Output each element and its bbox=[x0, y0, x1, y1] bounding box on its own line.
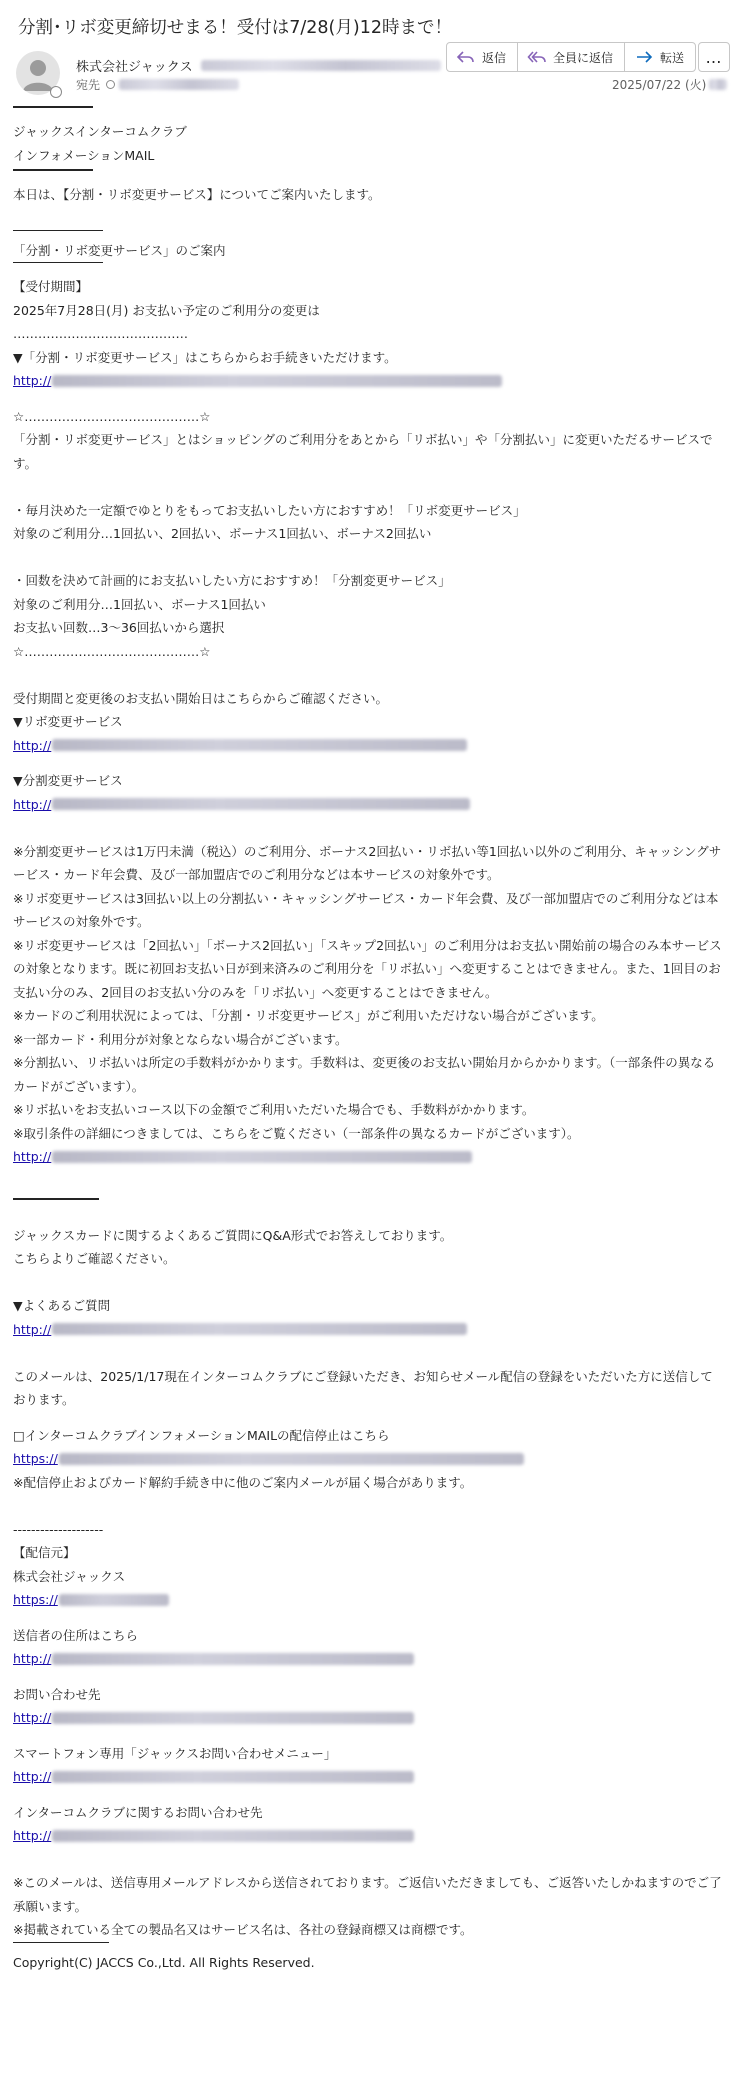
note-1: ※分割変更サービスは1万円未満（税込）のご利用分、ボーナス2回払い・リボ払い等1回払い以外のご利用分、キャッシングサービス・カード年会費、及び一部加盟店でのご利用分などは本サービスの対象外です。 bbox=[13, 843, 722, 882]
presence-status-icon bbox=[50, 86, 62, 98]
dotted-separator: …………………………………… bbox=[13, 326, 188, 341]
sender-company: 株式会社ジャックス bbox=[13, 1568, 126, 1584]
reply-all-label: 全員に返信 bbox=[553, 50, 614, 65]
footer-note-1: ※このメールは、送信専用メールアドレスから送信されております。ご返信いただきましても、ご返答いたしかねますのでご了承願います。 bbox=[13, 1875, 722, 1914]
unsubscribe-note: ※配信停止およびカード解約手続き中に他のご案内メールが届く場合があります。 bbox=[13, 1474, 473, 1490]
more-actions-button[interactable] bbox=[698, 42, 730, 72]
contact-link[interactable] bbox=[13, 1706, 414, 1730]
faq-link[interactable] bbox=[13, 1318, 467, 1342]
note-4: ※カードのご利用状況によっては、「分割・リボ変更サービス」がご利用いただけない場合がございます。 bbox=[13, 1008, 604, 1023]
email-body bbox=[13, 98, 725, 1974]
procedure-link[interactable] bbox=[13, 369, 502, 393]
smartphone-link[interactable] bbox=[13, 1765, 414, 1789]
sender-name[interactable]: 株式会社ジャックス bbox=[76, 60, 193, 75]
link-text: http:// bbox=[13, 1149, 52, 1164]
link-redacted bbox=[52, 798, 470, 810]
note-8: ※取引条件の詳細につきましては、こちらをご覧ください（一部条件の異なるカードがございます）。 bbox=[13, 1125, 580, 1141]
bunkatsu-count: お支払い回数…3～36回払いから選択 bbox=[13, 620, 225, 635]
intercom-contact-label: インターコムクラブに関するお問い合わせ先 bbox=[13, 1804, 263, 1820]
smartphone-label: スマートフォン専用「ジャックスお問い合わせメニュー」 bbox=[13, 1745, 337, 1761]
sender-address-redacted bbox=[201, 60, 441, 71]
mail-name: インフォメーションMAIL bbox=[13, 147, 155, 163]
link-redacted bbox=[52, 1712, 414, 1724]
recipient-line bbox=[76, 76, 239, 93]
procedure-text: ▼「分割・リボ変更サービス」はこちらからお手続きいただけます。 bbox=[13, 349, 397, 365]
email-subject: 分割･リボ変更締切せまる！受付は7/28(月)12時まで！ bbox=[18, 18, 452, 38]
ribo-heading: ▼リボ変更サービス bbox=[13, 714, 123, 729]
link-redacted bbox=[52, 375, 502, 387]
link-redacted bbox=[52, 1151, 472, 1163]
bunkatsu-target: 対象のご利用分…1回払い、ボーナス1回払い bbox=[13, 596, 266, 612]
ribo-intro: ・毎月決めた一定額でゆとりをもってお支払いしたい方におすすめ！「リボ変更サービス」 bbox=[13, 502, 526, 518]
reply-button[interactable] bbox=[447, 43, 518, 71]
bunkatsu-heading: ▼分割変更サービス bbox=[13, 773, 123, 788]
bunkatsu-link[interactable] bbox=[13, 793, 470, 817]
unsubscribe-text: □インターコムクラブインフォメーションMAILの配信停止はこちら bbox=[13, 1427, 390, 1443]
link-text: http:// bbox=[13, 373, 52, 388]
link-text: http:// bbox=[13, 1321, 52, 1337]
footer-note-2: ※掲載されている全ての製品名又はサービス名は、各社の登録商標又は商標です。 bbox=[13, 1922, 473, 1937]
more-icon: … bbox=[705, 47, 723, 67]
faq-intro: ジャックスカードに関するよくあるご質問にQ&A形式でお答えしております。 bbox=[13, 1227, 453, 1243]
sender-label: 【配信元】 bbox=[13, 1545, 76, 1560]
note-7: ※リボ払いをお支払いコース以下の金額でご利用いただいた場合でも、手数料がかかります。 bbox=[13, 1102, 535, 1117]
faq-intro-2: こちらよりご確認ください。 bbox=[13, 1251, 176, 1266]
link-redacted bbox=[52, 1653, 414, 1665]
link-text: http:// bbox=[13, 737, 52, 753]
divider bbox=[13, 1942, 109, 1943]
note-5: ※一部カード・利用分が対象とならない場合がございます。 bbox=[13, 1031, 348, 1047]
link-text: http:// bbox=[13, 1651, 52, 1666]
unsubscribe-link[interactable] bbox=[13, 1447, 524, 1471]
service-description: 「分割・リボ変更サービス」とはショッピングのご利用分をあとから「リボ払い」や「分割払い」に変更いただるサービスです。 bbox=[13, 432, 713, 471]
registration-note: このメールは、2025/1/17現在インターコムクラブにご登録いただき、お知らせメール配信の登録をいただいた方に送信しております。 bbox=[13, 1368, 713, 1407]
period-label: 【受付期間】 bbox=[13, 279, 89, 294]
link-text: http:// bbox=[13, 1710, 52, 1725]
reply-icon bbox=[456, 49, 476, 65]
message-actions bbox=[446, 42, 696, 72]
link-text: http:// bbox=[13, 796, 52, 812]
star-separator: ☆……………………………………☆ bbox=[13, 643, 211, 659]
link-text: http:// bbox=[13, 1828, 52, 1843]
bunkatsu-intro: ・回数を決めて計画的にお支払いしたい方におすすめ！「分割変更サービス」 bbox=[13, 573, 451, 588]
sender-line bbox=[76, 56, 441, 75]
section-title: 「分割・リボ変更サービス」のご案内 bbox=[13, 242, 226, 258]
dashed-separator: -------------------- bbox=[13, 1521, 104, 1537]
confirm-text: 受付期間と変更後のお支払い開始日はこちらからご確認ください。 bbox=[13, 690, 389, 706]
reply-all-icon bbox=[527, 49, 547, 65]
link-redacted bbox=[52, 1830, 414, 1842]
link-redacted bbox=[52, 1323, 467, 1335]
date-text: 2025/07/22 (火) bbox=[612, 78, 707, 92]
link-redacted bbox=[59, 1594, 169, 1606]
period-text: 2025年7月28日(月) お支払い予定のご利用分の変更は bbox=[13, 302, 320, 318]
link-text: https:// bbox=[13, 1451, 58, 1466]
terms-link[interactable] bbox=[13, 1145, 472, 1169]
link-text: http:// bbox=[13, 1769, 52, 1784]
intro-text: 本日は、【分割・リボ変更サービス】についてご案内いたします。 bbox=[13, 187, 381, 202]
link-redacted bbox=[59, 1453, 524, 1465]
note-2: ※リボ変更サービスは3回払い以上の分割払い・キャッシングサービス・カード年会費、及び一部加盟店でのご利用分などは本サービスの対象外です。 bbox=[13, 890, 719, 929]
link-redacted bbox=[52, 1771, 414, 1783]
forward-button[interactable] bbox=[625, 43, 695, 71]
intercom-contact-link[interactable] bbox=[13, 1824, 414, 1848]
to-label: 宛先 bbox=[76, 78, 101, 92]
recipient-status-icon bbox=[106, 80, 115, 89]
company-link[interactable] bbox=[13, 1588, 169, 1612]
faq-heading: ▼よくあるご質問 bbox=[13, 1298, 111, 1313]
address-link[interactable] bbox=[13, 1647, 414, 1671]
forward-label: 転送 bbox=[660, 50, 685, 65]
reply-all-button[interactable] bbox=[518, 43, 625, 71]
reply-label: 返信 bbox=[482, 50, 507, 65]
time-redacted bbox=[709, 79, 727, 90]
copyright: Copyright(C) JACCS Co.,Ltd. All Rights Reserved. bbox=[13, 1954, 315, 1970]
note-6: ※分割払い、リボ払いは所定の手数料がかかります。手数料は、変更後のお支払い開始月からかかります。（一部条件の異なるカードがございます）。 bbox=[13, 1055, 716, 1094]
link-redacted bbox=[52, 739, 467, 751]
address-label: 送信者の住所はこちら bbox=[13, 1627, 139, 1643]
star-separator: ☆……………………………………☆ bbox=[13, 408, 211, 424]
note-3: ※リボ変更サービスは「2回払い」「ボーナス2回払い」「スキップ2回払い」のご利用分はお支払い開始前の場合のみ本サービスの対象となります。既に初回お支払い日が到来済みのご利用分を「リボ払い」へ変更することはできません。また、1回目のお支払い分のみ、2回目のお支払い分のみを「リボ払い」へ変更することはできません。 bbox=[13, 937, 722, 1000]
divider bbox=[13, 230, 103, 231]
forward-icon bbox=[634, 49, 654, 65]
ribo-link[interactable] bbox=[13, 734, 467, 758]
recipient-redacted[interactable] bbox=[119, 79, 239, 90]
link-text: https:// bbox=[13, 1592, 58, 1607]
contact-label: お問い合わせ先 bbox=[13, 1686, 101, 1702]
ribo-target: 対象のご利用分…1回払い、2回払い、ボーナス1回払い、ボーナス2回払い bbox=[13, 526, 432, 541]
message-date bbox=[612, 76, 727, 93]
club-name: ジャックスインターコムクラブ bbox=[13, 124, 187, 139]
